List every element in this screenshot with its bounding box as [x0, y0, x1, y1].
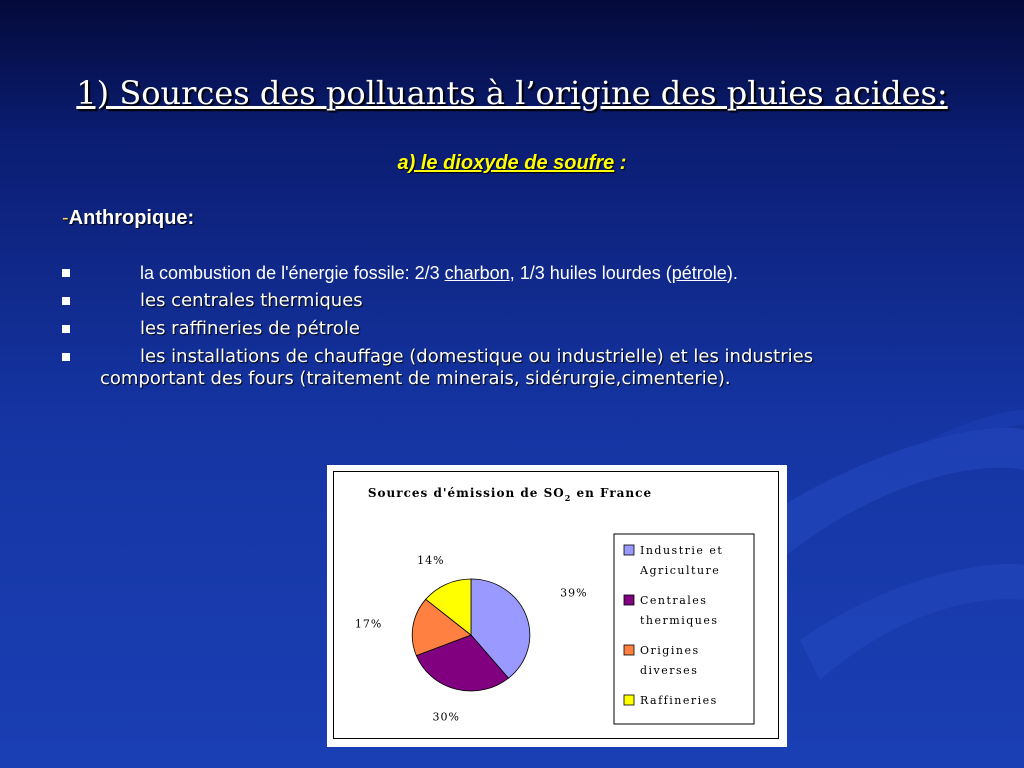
link-charbon[interactable]: charbon	[444, 263, 510, 283]
subtitle-suffix: :	[614, 152, 627, 174]
legend-label: Industrie et	[640, 544, 724, 557]
square-bullet-icon	[62, 269, 70, 277]
legend-label: diverses	[640, 664, 699, 677]
legend-swatch	[624, 545, 634, 555]
legend-swatch	[624, 595, 634, 605]
list-item	[62, 290, 1002, 312]
bullet-text-part: ).	[726, 263, 738, 283]
square-bullet-icon	[62, 353, 70, 361]
slide-subtitle	[0, 152, 1024, 175]
list-item	[62, 318, 1002, 340]
bullet-text: les raffineries de pétrole	[140, 318, 360, 339]
list-item	[62, 346, 1002, 390]
legend-label: Agriculture	[640, 564, 721, 577]
square-bullet-icon	[62, 297, 70, 305]
legend-label: Centrales	[640, 594, 708, 607]
pie-chart	[334, 472, 780, 740]
legend-label: Raffineries	[640, 694, 718, 707]
legend-swatch	[624, 695, 634, 705]
chart-area	[333, 471, 779, 739]
pie-data-label: 39%	[560, 586, 588, 600]
slide-title: 1) Sources des polluants à l’origine des pluies acides:	[76, 74, 948, 112]
heading-text: Anthropique:	[68, 207, 195, 229]
legend-label: Origines	[640, 644, 700, 657]
pie-slices	[412, 579, 530, 691]
bullet-text: les centrales thermiques	[140, 290, 363, 311]
pie-data-label: 17%	[354, 617, 383, 631]
bullet-text-part: , 1/3 huiles lourdes (	[509, 263, 672, 283]
heading-dash: -	[62, 207, 69, 229]
bullet-text-line1: les installations de chauffage (domestique ou industrielle) et les industries	[140, 346, 814, 367]
bullet-text-line2: comportant des fours (traitement de minerais, sidérurgie,cimenterie).	[100, 368, 731, 389]
subtitle-main: ) le dioxyde de soufre	[408, 152, 615, 174]
pie-data-label: 14%	[417, 553, 445, 567]
chart-frame	[327, 465, 787, 747]
list-item	[62, 262, 1002, 284]
square-bullet-icon	[62, 325, 70, 333]
legend-swatch	[624, 645, 634, 655]
chart-title: Sources d'émission de $SO_2$ en France	[367, 486, 653, 503]
bullet-text-part: la combustion de l'énergie fossile: 2/3	[140, 263, 445, 283]
pie-data-label: 30%	[432, 710, 460, 724]
section-heading	[62, 207, 194, 230]
link-petrole[interactable]: pétrole	[671, 263, 727, 283]
bullet-list	[62, 262, 1002, 396]
legend-label: thermiques	[640, 614, 719, 627]
subtitle-prefix: a	[397, 152, 409, 174]
